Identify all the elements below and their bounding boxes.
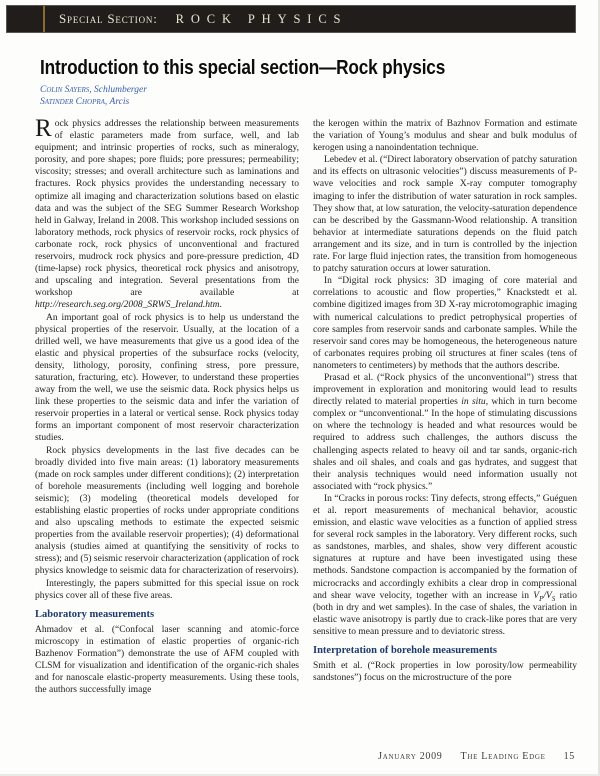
article-paragraph: Ahmadov et al. (“Confocal laser scanning and atomic-force microscopy in estimation of elastic properties of organic-rich Bazhenov Formation”) demonstrate the use of AFM coupled with CLSM for visualization and identification of the organic-rich shales and for nanoscale elastic-property measurements. Using these tools, the authors successfully image [35, 624, 299, 696]
author-line [40, 97, 147, 109]
page-number: 15 [563, 751, 575, 762]
article-paragraph: Prasad et al. (“Rock physics of the unconventional”) stress that improvement in exploration and monitoring would lead to results directly related to material properties in situ, which in turn become complex or “unconventional.” In the hope of stimulating discussions on where the technology is headed and what resources would be required to address such challenges, the authors discuss the challenging aspects related to heavy oil and tar sands, organic-rich shales and oil shales, and coals and gas hydrates, and suggest that their analysis techniques would need information usually not associated with “rock physics.” [313, 372, 577, 492]
article-title: Introduction to this special section—Rock physics [40, 56, 446, 79]
author-affiliation: Schlumberger [94, 85, 147, 95]
author-line [40, 85, 147, 97]
article-body [35, 115, 577, 696]
article-paragraph: Interestingly, the papers submitted for this special issue on rock physics cover all of these five areas. [35, 578, 299, 601]
author-separator: , [89, 85, 94, 95]
italic-text: in situ [461, 397, 486, 408]
article-paragraph: Rock physics developments in the last five decades can be broadly divided into five main areas: (1) laboratory measurements (made on rock samples under different conditions); (2) interpretation of borehole measurements (including well logging and borehole seismic); (3) modeling (theoretical models developed for establishing elastic properties of rocks under appropriate conditions and also upscaling methods to estimate the expected seismic properties from the available reservoir properties); (4) deformational analysis (studies aimed at quantifying the sensitivity of rocks to stress); and (5) seismic reservoir characterization (application of rock physics knowledge to seismic data for characterization of reservoirs). [35, 445, 299, 577]
article-paragraph: the kerogen within the matrix of Bazhnov Formation and estimate the variation of Young’s modulus and shear and bulk modulus of kerogen using a nanoindentation technique. [313, 119, 577, 154]
author-affiliation: Arcis [109, 96, 130, 107]
article-paragraph: Lebedev et al. (“Direct laboratory observation of patchy saturation and its effects on ultrasonic velocities”) discuss measurements of P-wave velocities and rock sample X-ray computer tomography imaging to infer the distribution of water saturation in rock samples. They show that, at low saturation, the velocity-saturation dependence can be described by the Gassmann-Wood relationship. A transition behavior at intermediate saturations depends on the fluid patch arrangement and its size, and in turn is controlled by the injection rate. For large fluid injection rates, the transition from homogeneous to patchy saturation occurs at lower saturation. [313, 155, 577, 275]
article-paragraph: In “Cracks in porous rocks: Tiny defects, strong effects,” Guéguen et al. report measurements of mechanical behavior, acoustic emission, and elastic wave velocities as a function of applied stress for several rock samples in the laboratory. Very different rocks, such as sandstones, marbles, and shales, show very different acoustic signatures at rupture and have been investigated using these methods. Sandstone compaction is accompanied by the formation of microcracks and accordingly exhibits a clear drop in compressional and shear wave velocity, together with an increase in $V_P/V_S$ ratio (both in dry and wet samples). In the case of shales, the variation in elastic wave anisotropy is partly due to crack-like pores that are very sensitive to mean pressure and to deviatoric stress. [313, 493, 577, 637]
section-title: ROCK PHYSICS [175, 11, 348, 26]
italic-text: V [533, 590, 540, 601]
issue-date: January 2009 [378, 751, 443, 762]
article-paragraph: An important goal of rock physics is to help us understand the physical properties of the reservoir. Usually, at the location of a drilled well, we have measurements that give us a good idea of the elastic and physical properties of the subsurface rocks (velocity, density, lithology, porosity, confining stress, pore pressure, saturation, fracturing, etc). However, to understand these properties away from the well, we use the seismic data. Rock physics helps us link these properties to the seismic data and infer the variation of reservoir properties in a lateral or vertical sense. Rock physics today forms an important component of most reservoir characterization studies. [35, 312, 299, 444]
italic-text: / [543, 590, 546, 601]
gold-divider [43, 6, 45, 32]
left-column [35, 115, 299, 696]
subscript-text: S [551, 594, 556, 603]
right-column [313, 118, 577, 696]
author-block [40, 85, 147, 108]
dropcap: R [35, 115, 52, 142]
author-name: Satinder Chopra [40, 96, 105, 107]
page-footer [378, 751, 575, 762]
subscript-text: P [539, 594, 544, 603]
section-heading: Interpretation of borehole measurements [313, 645, 498, 657]
section-heading: Laboratory measurements [35, 608, 155, 620]
author-name: Colin Sayers [40, 85, 90, 95]
publication-name: The Leading Edge [460, 751, 546, 762]
italic-text: V [545, 590, 552, 601]
article-paragraph: In “Digital rock physics: 3D imaging of core material and correlations to acoustic and flow properties,” Knackstedt et al. combine digitized images from 3D X-ray microtomographic imaging with numerical calculations to predict petrophysical properties of core samples from reservoir sands and carbonate samples. While the reservoir sand cores may be homogeneous, the heterogeneous nature of carbonates requires probing oil structures at finer scales (tens of nanometers to centimeters) by methods that the authors describe. [313, 276, 577, 371]
section-label: Special Section: [59, 11, 158, 26]
author-separator: , [104, 96, 110, 107]
article-paragraph: Smith et al. (“Rock properties in low porosity/low permeability sandstones”) focus on the microstructure of the pore [313, 661, 577, 684]
special-section-banner [6, 5, 576, 33]
article-paragraph: Rock physics addresses the relationship between measurements of elastic parameters made from surface, well, and lab equipment; and intrinsic properties of rocks, such as mineralogy, porosity, and pore shapes; pore fluids; pore pressures; permeability; viscosity; stresses; and overall architecture such as laminations and fractures. Rock physics provides the understanding necessary to optimize all imaging and characterization solutions based on elastic data and was the subject of the SEG Summer Research Workshop held in Galway, Ireland in 2008. This workshop included sessions on laboratory methods, rock physics of reservoir rocks, rock physics of carbonate rock, rock physics of unconventional and fractured reservoirs, mudrock rock physics and pore-pressure prediction, 4D (time-lapse) rock physics, theoretical rock physics and anisotropy, and upscaling and integration. Several presentations from the workshop are available at http://research.seg.org/2008_SRWS_Ireland.htm. [35, 115, 299, 311]
workshop-url: http://research.seg.org/2008_SRWS_Ireland.htm [35, 300, 220, 311]
